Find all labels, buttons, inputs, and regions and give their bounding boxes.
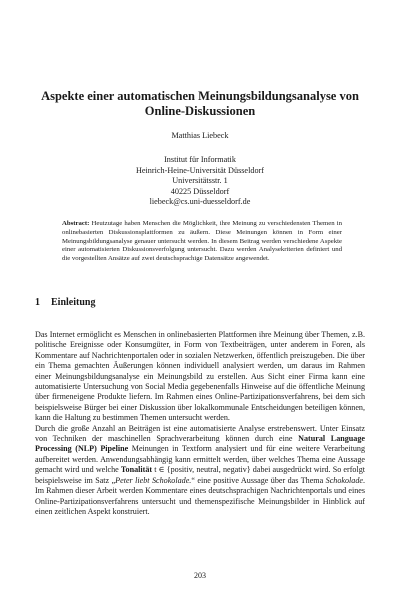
paragraph-1: Das Internet ermöglicht es Menschen in onlinebasierten Plattformen ihre Meinung über Themen, z.B. politische Ereignisse oder Konsumgüter, in Form von Textbeiträgen, unter anderem in Foren, als Kommentare auf Nachrichtenportalen oder in sozialen Netzwerken, öffentlich preiszugeben. Die über ein Thema gemachten Äußerungen können individuell analysiert werden, um daraus im Rahmen einer Meinungsbildungsanalyse ein Meinungsbild zu erstellen. Aus Sicht einer Firma kann eine automatisierte Untersuchung von Social Media gegebenenfalls Hinweise auf die öffentliche Meinung über firmeneigene Produkte liefern. Im Rahmen eines Online-Partizipationsverfahrens, bei dem sich beispielsweise Bürger bei einer Diskussion über lokalkommunale Entscheidungen beteiligen können, kann die Haltung zu bestimmen Themen untersucht werden. <box>35 330 365 423</box>
paragraph-2-text: Meinungen in Textform analysiert und für eine weitere Verarbeitung aufbereitet werden. Anwendungsabhängig kann ermittelt werden, über welches Thema eine Aussage gemacht wird und welche <box>35 444 365 475</box>
abstract-label: Abstract: <box>62 220 90 227</box>
affiliation-email: liebeck@cs.uni-duesseldorf.de <box>149 197 251 207</box>
section-heading <box>35 297 95 309</box>
body-text <box>35 330 365 517</box>
paragraph-2-text: Durch die große Anzahl an Beiträgen ist eine automatisierte Analyse erstrebenswert. Unter Einsatz von Techniken der maschinellen Sprachverarbeitung können durch eine <box>35 423 365 444</box>
paragraph-2 <box>35 424 365 518</box>
nlp-pipeline-term: Natural Language Processing (NLP) Pipeline <box>35 434 365 454</box>
paragraph-2-text: “ eine positive Aussage über das Thema <box>191 475 326 485</box>
paper-title: Aspekte einer automatischen Meinungsbildungsanalyse von Online-Diskussionen <box>41 89 359 118</box>
example-sentence: Peter liebt Schokolade. <box>115 475 192 485</box>
example-topic: Schokolade <box>325 475 363 485</box>
tonality-term: Tonalität <box>120 465 153 475</box>
author-name: Matthias Liebeck <box>171 131 229 140</box>
affiliation-university: Heinrich-Heine-Universität Düsseldorf <box>135 165 264 175</box>
affiliation-city: 40225 Düsseldorf <box>170 186 230 196</box>
section-title: Einleitung <box>51 297 96 308</box>
section-number: 1 <box>35 297 40 308</box>
affiliation-street: Universitätsstr. 1 <box>172 176 228 186</box>
abstract <box>62 220 342 264</box>
paragraph-2-text: t ∈ {positiv, neutral, negativ} dabei ausgedrückt wird. So erfolgt beispielsweise im Satz „ <box>35 465 365 485</box>
affiliation-institute: Institut für Informatik <box>164 155 236 164</box>
affiliation-block <box>30 155 370 208</box>
paragraph-2-text: . Im Rahmen dieser Arbeit werden Kommentare eines deutschsprachigen Nachrichtenportals und eines Online-Partizipationsverfahrens untersucht und themenspezifische Meinungsbilder in Hinblick auf einen zeitlichen Aspekt konstruiert. <box>35 475 365 516</box>
abstract-text: Heutzutage haben Menschen die Möglichkeit, ihre Meinung zu verschiedensten Themen in onlinebasierten Diskussionsplattformen zu äußern. Diese Meinungen können in Form einer Meinungsbildungsanalyse genauer untersucht werden. In diesem Beitrag werden verschiedene Aspekte einer automatisierten Diskussionsverfolgung untersucht. Dazu werden Analysekriterien definiert und die vorgestellten Ansätze auf zwei deutschsprachige Datensätze angewendet. <box>62 220 342 263</box>
page-number: 203 <box>194 571 206 580</box>
